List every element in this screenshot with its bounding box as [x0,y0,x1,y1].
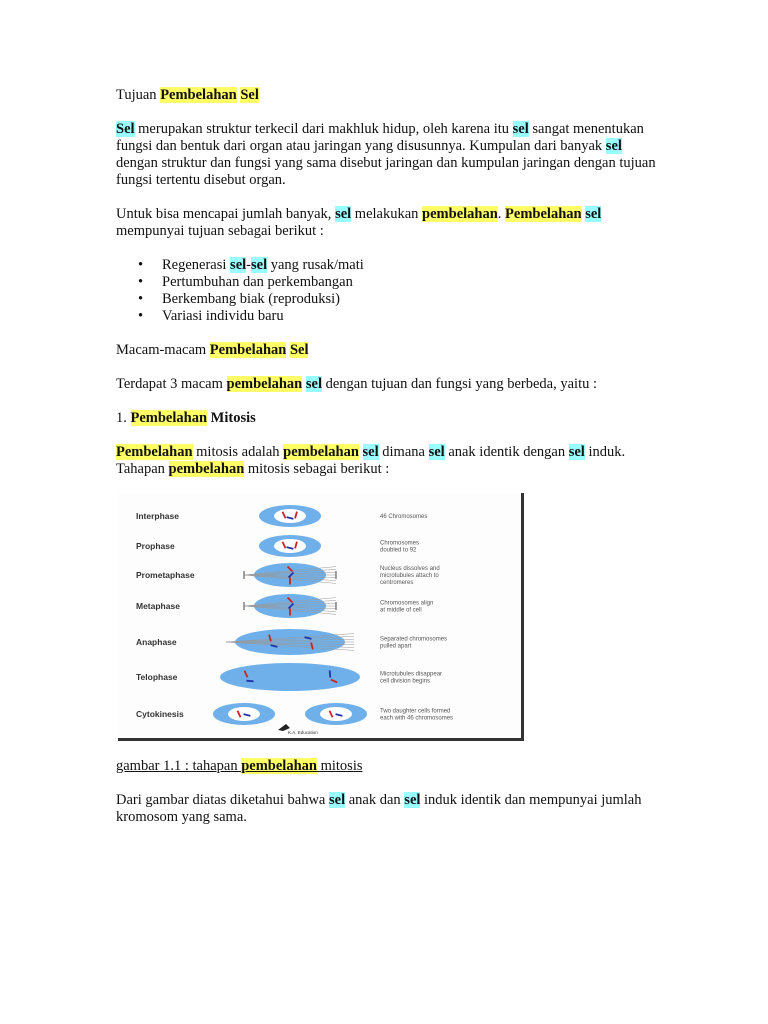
stage-description: Nucleus dissolves and [380,566,440,572]
stage-row-anaphase [136,629,447,655]
figure-caption: gambar 1.1 : tahapan pembelahan mitosis [116,758,363,774]
bullet-icon: • [138,257,144,273]
highlight-term: sel [230,257,247,273]
nucleus [274,509,306,523]
stage-row-cytokinesis [136,703,453,725]
bullet-icon: • [138,291,144,307]
highlight-term: sel [512,121,529,137]
stage-row-telophase [136,663,442,691]
highlight-term: pembelahan [226,376,303,392]
paragraph-types: Terdapat 3 macam pembelahan sel dengan tujuan dan fungsi yang berbeda, yaitu : [116,376,598,392]
mitosis-figure [118,493,524,741]
bullet-icon: • [138,308,144,324]
paragraph-purpose: Untuk bisa mencapai jumlah banyak, sel melakukan pembelahan. Pembelahan sel mempunyai tujuan sebagai berikut : [116,206,602,239]
list-item: • Pertumbuhan dan perkembangan [138,274,353,290]
heading-mitosis: 1. Pembelahan Mitosis [116,410,256,426]
highlight-term: pembelahan [422,206,498,222]
highlight-term: Sel [289,342,309,358]
stage-label: Prophase [136,541,175,551]
highlight-term: sel [585,206,602,222]
stage-label: Anaphase [136,637,177,647]
purpose-list [116,257,661,325]
highlight-term: sel [335,206,352,222]
stage-row-prophase [136,535,419,557]
highlight-term: sel [305,376,322,392]
nucleus [274,539,306,553]
stage-description: at middle of cell [380,607,422,614]
stage-description: pulled apart [380,643,412,650]
stage-label: Metaphase [136,601,180,611]
stage-label: Prometaphase [136,570,195,580]
highlight-term: pembelahan [168,461,245,477]
stage-label: Cytokinesis [136,709,184,719]
paragraph-mitosis: Pembelahan mitosis adalah pembelahan sel dimana sel anak identik dengan sel induk. Tahapan pembelahan mitosis sebagai berikut : [116,444,626,477]
list-item: • Regenerasi sel-sel yang rusak/mati [138,257,364,273]
heading-text: Tujuan [116,87,161,103]
stage-description: cell division begins [380,678,431,685]
highlight-term: sel [362,444,379,460]
stage-description: doubled to 92 [380,547,417,554]
highlight-term: Sel [240,87,259,103]
paragraph-conclusion: Dari gambar diatas diketahui bahwa sel anak dan sel induk identik dan mempunyai jumlah kromosom yang sama. [116,792,642,825]
mitosis-diagram [118,493,521,738]
stage-description: Two daughter cells formed [380,708,451,715]
stage-label: Telophase [136,672,178,682]
stage-description: 46 Chromosomes [380,514,428,520]
highlight-term: sel [251,257,268,273]
paragraph-definition: Sel merupakan struktur terkecil dari makhluk hidup, oleh karena itu sel sangat menentukan fungsi dan bentuk dari organ atau jaringan yang disusunnya. Kumpulan dari banyak sel dengan struktur dan fungsi yang sama disebut jaringan dan kumpulan jaringan dengan tujuan fungsi tertentu disebut organ. [116,121,656,188]
credit-logo [278,724,318,735]
list-item: • Berkembang biak (reproduksi) [138,291,340,307]
list-item: • Variasi individu baru [138,308,284,324]
document-body [116,87,661,478]
highlight-term: Pembelahan [160,87,237,103]
stage-description: Chromosomes [380,540,420,547]
stage-description: Microtubules disappear [380,671,443,678]
stage-description: centromeres [380,580,414,586]
highlight-term: sel [404,792,421,808]
highlight-term: Pembelahan [505,206,582,222]
highlight-term: Pembelahan [209,342,287,358]
stage-row-metaphase [136,594,433,618]
stage-row-interphase [136,505,427,527]
bullet-icon: • [138,274,144,290]
stage-label: Interphase [136,511,179,521]
stage-description: microtubules attach to [380,573,439,579]
stage-description: Chromosomes align [380,600,434,607]
highlight-term: pembelahan [283,444,359,460]
highlight-term: Sel [116,121,135,137]
highlight-term: Pembelahan [130,410,208,426]
cell-shape [220,663,360,691]
highlight-term: sel [428,444,445,460]
stage-description: each with 46 chromosomes [380,715,454,722]
highlight-term: sel [568,444,585,460]
stage-description: Separated chromosomes [380,636,448,643]
document-body-lower [116,758,661,826]
highlight-term: pembelahan [241,758,317,774]
heading-tujuan [116,87,661,104]
figure-credit: K.A. Education [288,730,318,735]
stage-row-prometaphase [136,563,440,587]
highlight-term: Pembelahan [116,444,193,460]
heading-macam: Macam-macam Pembelahan Sel [116,342,309,358]
highlight-term: sel [605,138,622,154]
highlight-term: sel [329,792,346,808]
